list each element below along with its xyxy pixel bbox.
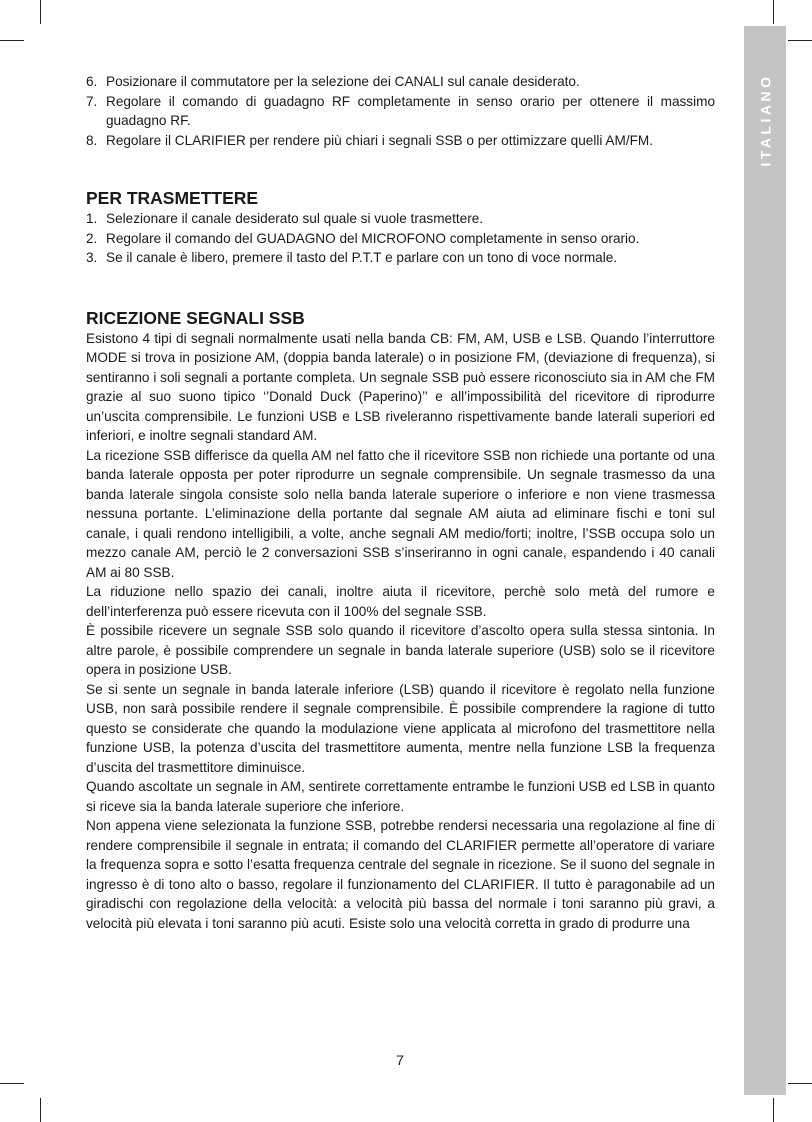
page-content xyxy=(86,72,715,933)
paragraph: La ricezione SSB differisce da quella AM nel fatto che il ricevitore SSB non richiede una portante od una banda laterale opposta per poter riprodurre un segnale comprensibile. Un segnale trasmesso da una banda laterale singola consiste solo nella banda laterale superiore o inferiore e non viene trasmessa nessuna portante. L’eliminazione della portante dal segnale AM aiuta ad eliminare fischi e toni sul canale, i quali rendono intelligibili, a volte, anche segnali AM medio/forti; inoltre, l’SSB occupa solo un mezzo canale AM, perciò le 2 conversazioni SSB s’inseriranno in ogni canale, espandendo i 40 canali AM ai 80 SSB. xyxy=(86,447,715,580)
list-item xyxy=(86,72,715,92)
crop-mark xyxy=(773,0,774,24)
paragraph: La riduzione nello spazio dei canali, inoltre aiuta il ricevitore, perchè solo metà del rumore e dell’interferenza può essere ricevuta con il 100% del segnale SSB. xyxy=(86,584,715,619)
language-tab-label xyxy=(756,60,776,180)
intro-steps-list xyxy=(86,72,715,150)
crop-mark xyxy=(788,40,812,41)
step-text: Regolare il comando di guadagno RF completamente in senso orario per ottenere il massimo guadagno RF. xyxy=(106,93,715,128)
paragraph: È possibile ricevere un segnale SSB solo quando il ricevitore d’ascolto opera sulla stessa sintonia. In altre parole, è possibile comprendere un segnale in banda laterale superiore (USB) solo se il ricevitore opera in posizione USB. xyxy=(86,623,715,677)
ssb-section xyxy=(86,307,715,934)
intro-steps-block xyxy=(86,72,715,150)
crop-mark xyxy=(788,1083,812,1084)
crop-mark xyxy=(0,1083,24,1084)
step-text: Regolare il CLARIFIER per rendere più chiari i segnali SSB o per ottimizzare quelli AM/FM. xyxy=(106,132,653,148)
crop-mark xyxy=(773,1098,774,1122)
step-number: 6. xyxy=(86,74,98,89)
list-item xyxy=(86,209,715,229)
list-item xyxy=(86,229,715,249)
crop-mark xyxy=(40,1098,41,1122)
step-text: Se il canale è libero, premere il tasto del P.T.T e parlare con un tono di voce normale. xyxy=(106,250,618,265)
language-side-tab xyxy=(744,26,786,1095)
list-item xyxy=(86,248,715,268)
step-number: 3. xyxy=(86,250,98,265)
crop-mark xyxy=(0,40,24,41)
page-number: 7 xyxy=(396,1052,404,1068)
paragraph: Se si sente un segnale in banda laterale inferiore (LSB) quando il ricevitore è regolato nella funzione USB, non sarà possibile rendere il segnale comprensibile. È possibile comprendere la ragione di tutto questo se considerate che quando la modulazione viene applicata al microfono del trasmettitore nella funzione USB, la potenza d’uscita del trasmettitore aumenta, mentre nella funzione LSB la frequenza d’uscita del trasmettitore diminuisce. xyxy=(86,681,715,775)
step-text: Posizionare il commutatore per la selezione dei CANALI sul canale desiderato. xyxy=(106,74,580,89)
step-number: 7. xyxy=(86,93,98,109)
paragraph: Quando ascoltate un segnale in AM, sentirete correttamente entrambe le funzioni USB ed LSB in quanto si riceve sia la banda laterale superiore che inferiore. xyxy=(86,779,715,814)
ssb-heading: RICEZIONE SEGNALI SSB xyxy=(86,307,305,328)
step-number: 1. xyxy=(86,211,98,226)
transmit-section xyxy=(86,187,715,268)
step-text: Regolare il comando del GUADAGNO del MICROFONO completamente in senso orario. xyxy=(106,230,640,246)
step-number: 2. xyxy=(86,230,98,246)
transmit-heading: PER TRASMETTERE xyxy=(86,188,259,208)
list-item xyxy=(86,131,715,151)
language-label-text: ITALIANO xyxy=(758,73,775,167)
list-item xyxy=(86,92,715,131)
paragraph: Esistono 4 tipi di segnali normalmente usati nella banda CB: FM, AM, USB e LSB. Quando l’interruttore MODE si trova in posizione AM, (doppia banda laterale) o in posizione FM, (deviazione di frequenza), si sentiranno i soli segnali a portante completa. Un segnale SSB può essere riconosciuto sia in AM che FM grazie al suo suono tipico ‘’Donald Duck (Paperino)’’ e all’impossibilità del ricevitore di riprodurre un’uscita comprensibile. Le funzioni USB e LSB riveleranno rispettivamente bande laterali superiori ed inferiori, e inoltre segnali standard AM. xyxy=(86,330,715,443)
step-text: Selezionare il canale desiderato sul quale si vuole trasmettere. xyxy=(106,211,484,226)
step-number: 8. xyxy=(86,132,98,148)
crop-mark xyxy=(40,0,41,24)
transmit-steps-list xyxy=(86,209,715,268)
paragraph: Non appena viene selezionata la funzione SSB, potrebbe rendersi necessaria una regolazione al fine di rendere comprensibile il segnale in entrata; il comando del CLARIFIER permette all’operatore di variare la frequenza sopra e sotto l’esatta frequenza centrale del segnale in ricezione. Se il suono del segnale in ingresso è di tono alto o basso, regolare il funzionamento del CLARIFIER. Il tutto è paragonabile ad un giradischi con regolazione della velocità: a velocità più bassa del normale i toni saranno più gravi, a velocità più elevata i toni saranno più acuti. Esiste solo una velocità corretta in grado di produrre una xyxy=(86,818,715,931)
